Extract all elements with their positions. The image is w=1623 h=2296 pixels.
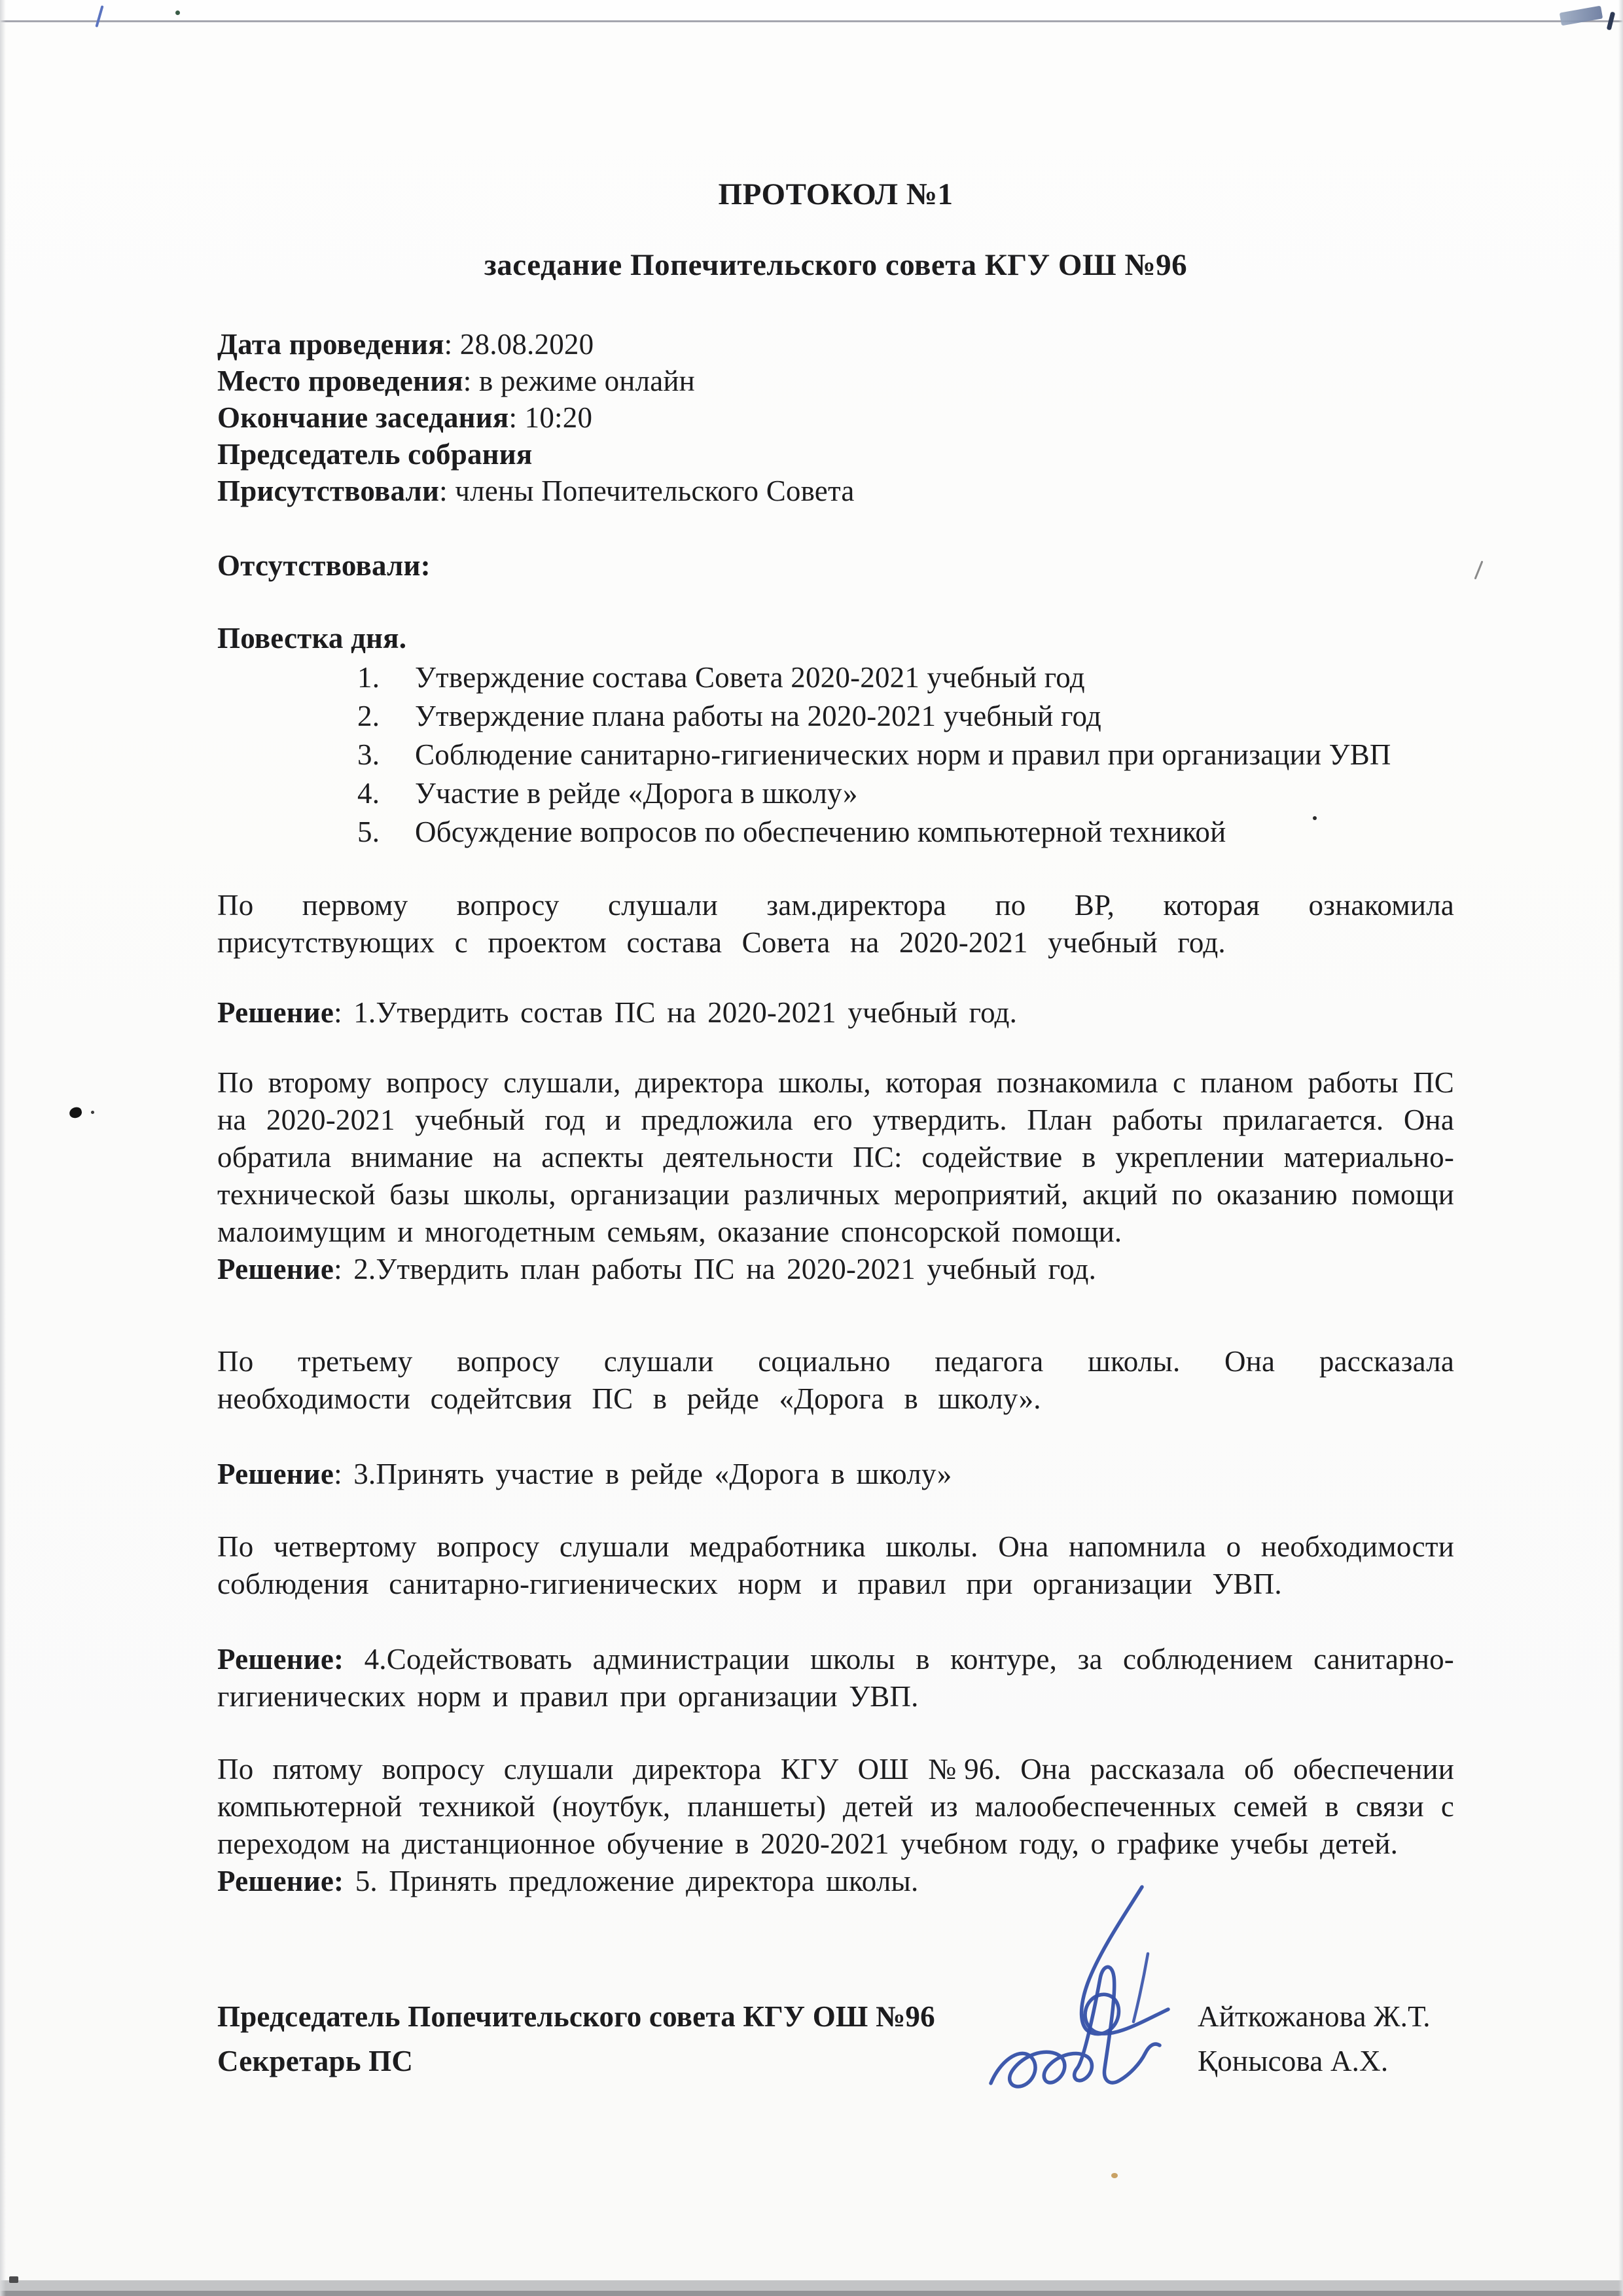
agenda-item xyxy=(217,697,1454,736)
meta-end-time-label: Окончание заседания xyxy=(217,401,509,434)
meta-chairman-label: Председатель собрания xyxy=(217,438,533,471)
resolution-3 xyxy=(217,1456,1454,1493)
agenda-item-text: Участие в рейде «Дорога в школу» xyxy=(415,777,858,810)
resolution-text: 5. Принять предложение директора школы. xyxy=(344,1865,919,1897)
resolution-4 xyxy=(217,1641,1454,1715)
question-1-paragraph: По первому вопросу слушали зам.директора по ВР, которая ознакомила присутствующих с проектом состава Совета на 2020-2021 учебный год. xyxy=(217,889,1454,959)
ink-blot-artifact xyxy=(68,1106,82,1119)
document-body xyxy=(217,175,1454,2086)
scan-top-strip xyxy=(0,0,1623,20)
resolution-text: : 1.Утвердить состав ПС на 2020-2021 учебный год. xyxy=(334,996,1018,1029)
meta-date-label: Дата проведения xyxy=(217,328,444,361)
document-title: ПРОТОКОЛ №1 xyxy=(718,177,954,211)
agenda-item-number: 1. xyxy=(357,661,380,694)
resolution-text: : 2.Утвердить план работы ПС на 2020-2021 учебный год. xyxy=(334,1253,1097,1285)
meta-attendees-label: Присутствовали xyxy=(217,475,440,507)
scan-top-edge-line xyxy=(0,20,1623,22)
agenda-item-number: 5. xyxy=(357,816,380,848)
agenda-item-number: 2. xyxy=(357,700,380,732)
absent-label: Отсутствовали: xyxy=(217,549,431,582)
question-3-paragraph: По третьему вопросу слушали социально педагога школы. Она рассказала необходимости содейтсвия ПС в рейде «Дорога в школу». xyxy=(217,1345,1454,1415)
agenda-item-text: Соблюдение санитарно-гигиенических норм и правил при организации УВП xyxy=(415,738,1391,771)
scan-left-edge xyxy=(0,0,6,2296)
secretary-name: Қонысова А.Х. xyxy=(1198,2045,1389,2077)
meta-place xyxy=(217,363,1454,399)
secretary-title: Секретарь ПС xyxy=(217,2045,414,2077)
pen-mark-artifact xyxy=(1474,561,1483,580)
agenda-item-text: Утверждение состава Совета 2020-2021 учебный год xyxy=(415,661,1085,694)
meta-attendees xyxy=(217,473,1454,509)
question-5-paragraph: По пятому вопросу слушали директора КГУ ОШ №96. Она рассказала об обеспечении компьютерной техникой (ноутбук, планшеты) детей из малообеспеченных семей в связи с переходом на дистанционное обучение в 2020-2021 учебном году, о графике учебы детей. xyxy=(217,1753,1454,1860)
meta-place-value: : в режиме онлайн xyxy=(463,365,695,397)
chairman-title: Председатель Попечительского совета КГУ ОШ №96 xyxy=(217,2000,935,2033)
resolution-text: 4.Содействовать администрации школы в контуре, за соблюдением санитарно-гигиенических норм и правил при организации УВП. xyxy=(217,1643,1454,1713)
agenda-item xyxy=(217,658,1454,697)
agenda-heading: Повестка дня. xyxy=(217,622,407,655)
agenda-item-number: 4. xyxy=(357,777,380,810)
resolution-label: Решение xyxy=(217,1253,334,1285)
ink-dot-artifact xyxy=(91,1111,94,1114)
speck-artifact xyxy=(175,10,180,15)
agenda-list xyxy=(217,658,1454,852)
agenda-item-number: 3. xyxy=(357,738,380,771)
meta-date xyxy=(217,326,1454,363)
meta-attendees-value: : члены Попечительского Совета xyxy=(439,475,855,507)
resolution-label: Решение xyxy=(217,1458,334,1490)
document-subtitle: заседание Попечительского совета КГУ ОШ №96 xyxy=(484,248,1188,282)
resolution-text: : 3.Принять участие в рейде «Дорога в школу» xyxy=(334,1458,952,1490)
resolution-label: Решение: xyxy=(217,1865,344,1897)
agenda-item xyxy=(217,774,1454,813)
agenda-item-text: Утверждение плана работы на 2020-2021 учебный год xyxy=(415,700,1101,732)
resolution-label: Решение: xyxy=(217,1643,344,1676)
scan-bottom-edge xyxy=(0,2280,1623,2296)
resolution-1 xyxy=(217,994,1454,1031)
chairman-signature-row xyxy=(217,1997,1454,2036)
resolution-label: Решение xyxy=(217,996,334,1029)
question-2-paragraph: По второму вопросу слушали, директора школы, которая познакомила с планом работы ПС на 2020-2021 учебный год и предложила его утвердить. План работы прилагается. Она обратила внимание на аспекты деятельности ПС: содействие в укреплении материально-технической базы школы, организации различных мероприятий, акций по оказанию помощи малоимущим и многодетным семьям, оказание спонсорской помощи. xyxy=(217,1066,1454,1248)
meta-block xyxy=(217,326,1454,509)
scan-corner-notch xyxy=(9,2276,18,2283)
meta-end-time xyxy=(217,399,1454,436)
meta-place-label: Место проведения xyxy=(217,365,463,397)
scan-right-edge xyxy=(1618,0,1623,2296)
agenda-item-text: Обсуждение вопросов по обеспечению компьютерной техникой xyxy=(415,816,1226,848)
paper-speck-artifact xyxy=(1111,2173,1118,2178)
resolution-2 xyxy=(217,1251,1454,1288)
agenda-item xyxy=(217,736,1454,774)
agenda-item xyxy=(217,813,1454,852)
resolution-5 xyxy=(217,1863,1454,1900)
question-4-paragraph: По четвертому вопросу слушали медработника школы. Она напомнила о необходимости соблюдения санитарно-гигиенических норм и правил при организации УВП. xyxy=(217,1530,1454,1600)
meta-end-time-value: : 10:20 xyxy=(508,401,593,434)
meta-chairman xyxy=(217,436,1454,473)
meta-date-value: : 28.08.2020 xyxy=(444,328,594,361)
chairman-name: Айткожанова Ж.Т. xyxy=(1198,2000,1431,2033)
signature-block xyxy=(217,1997,1454,2081)
secretary-signature-row xyxy=(217,2041,1454,2081)
